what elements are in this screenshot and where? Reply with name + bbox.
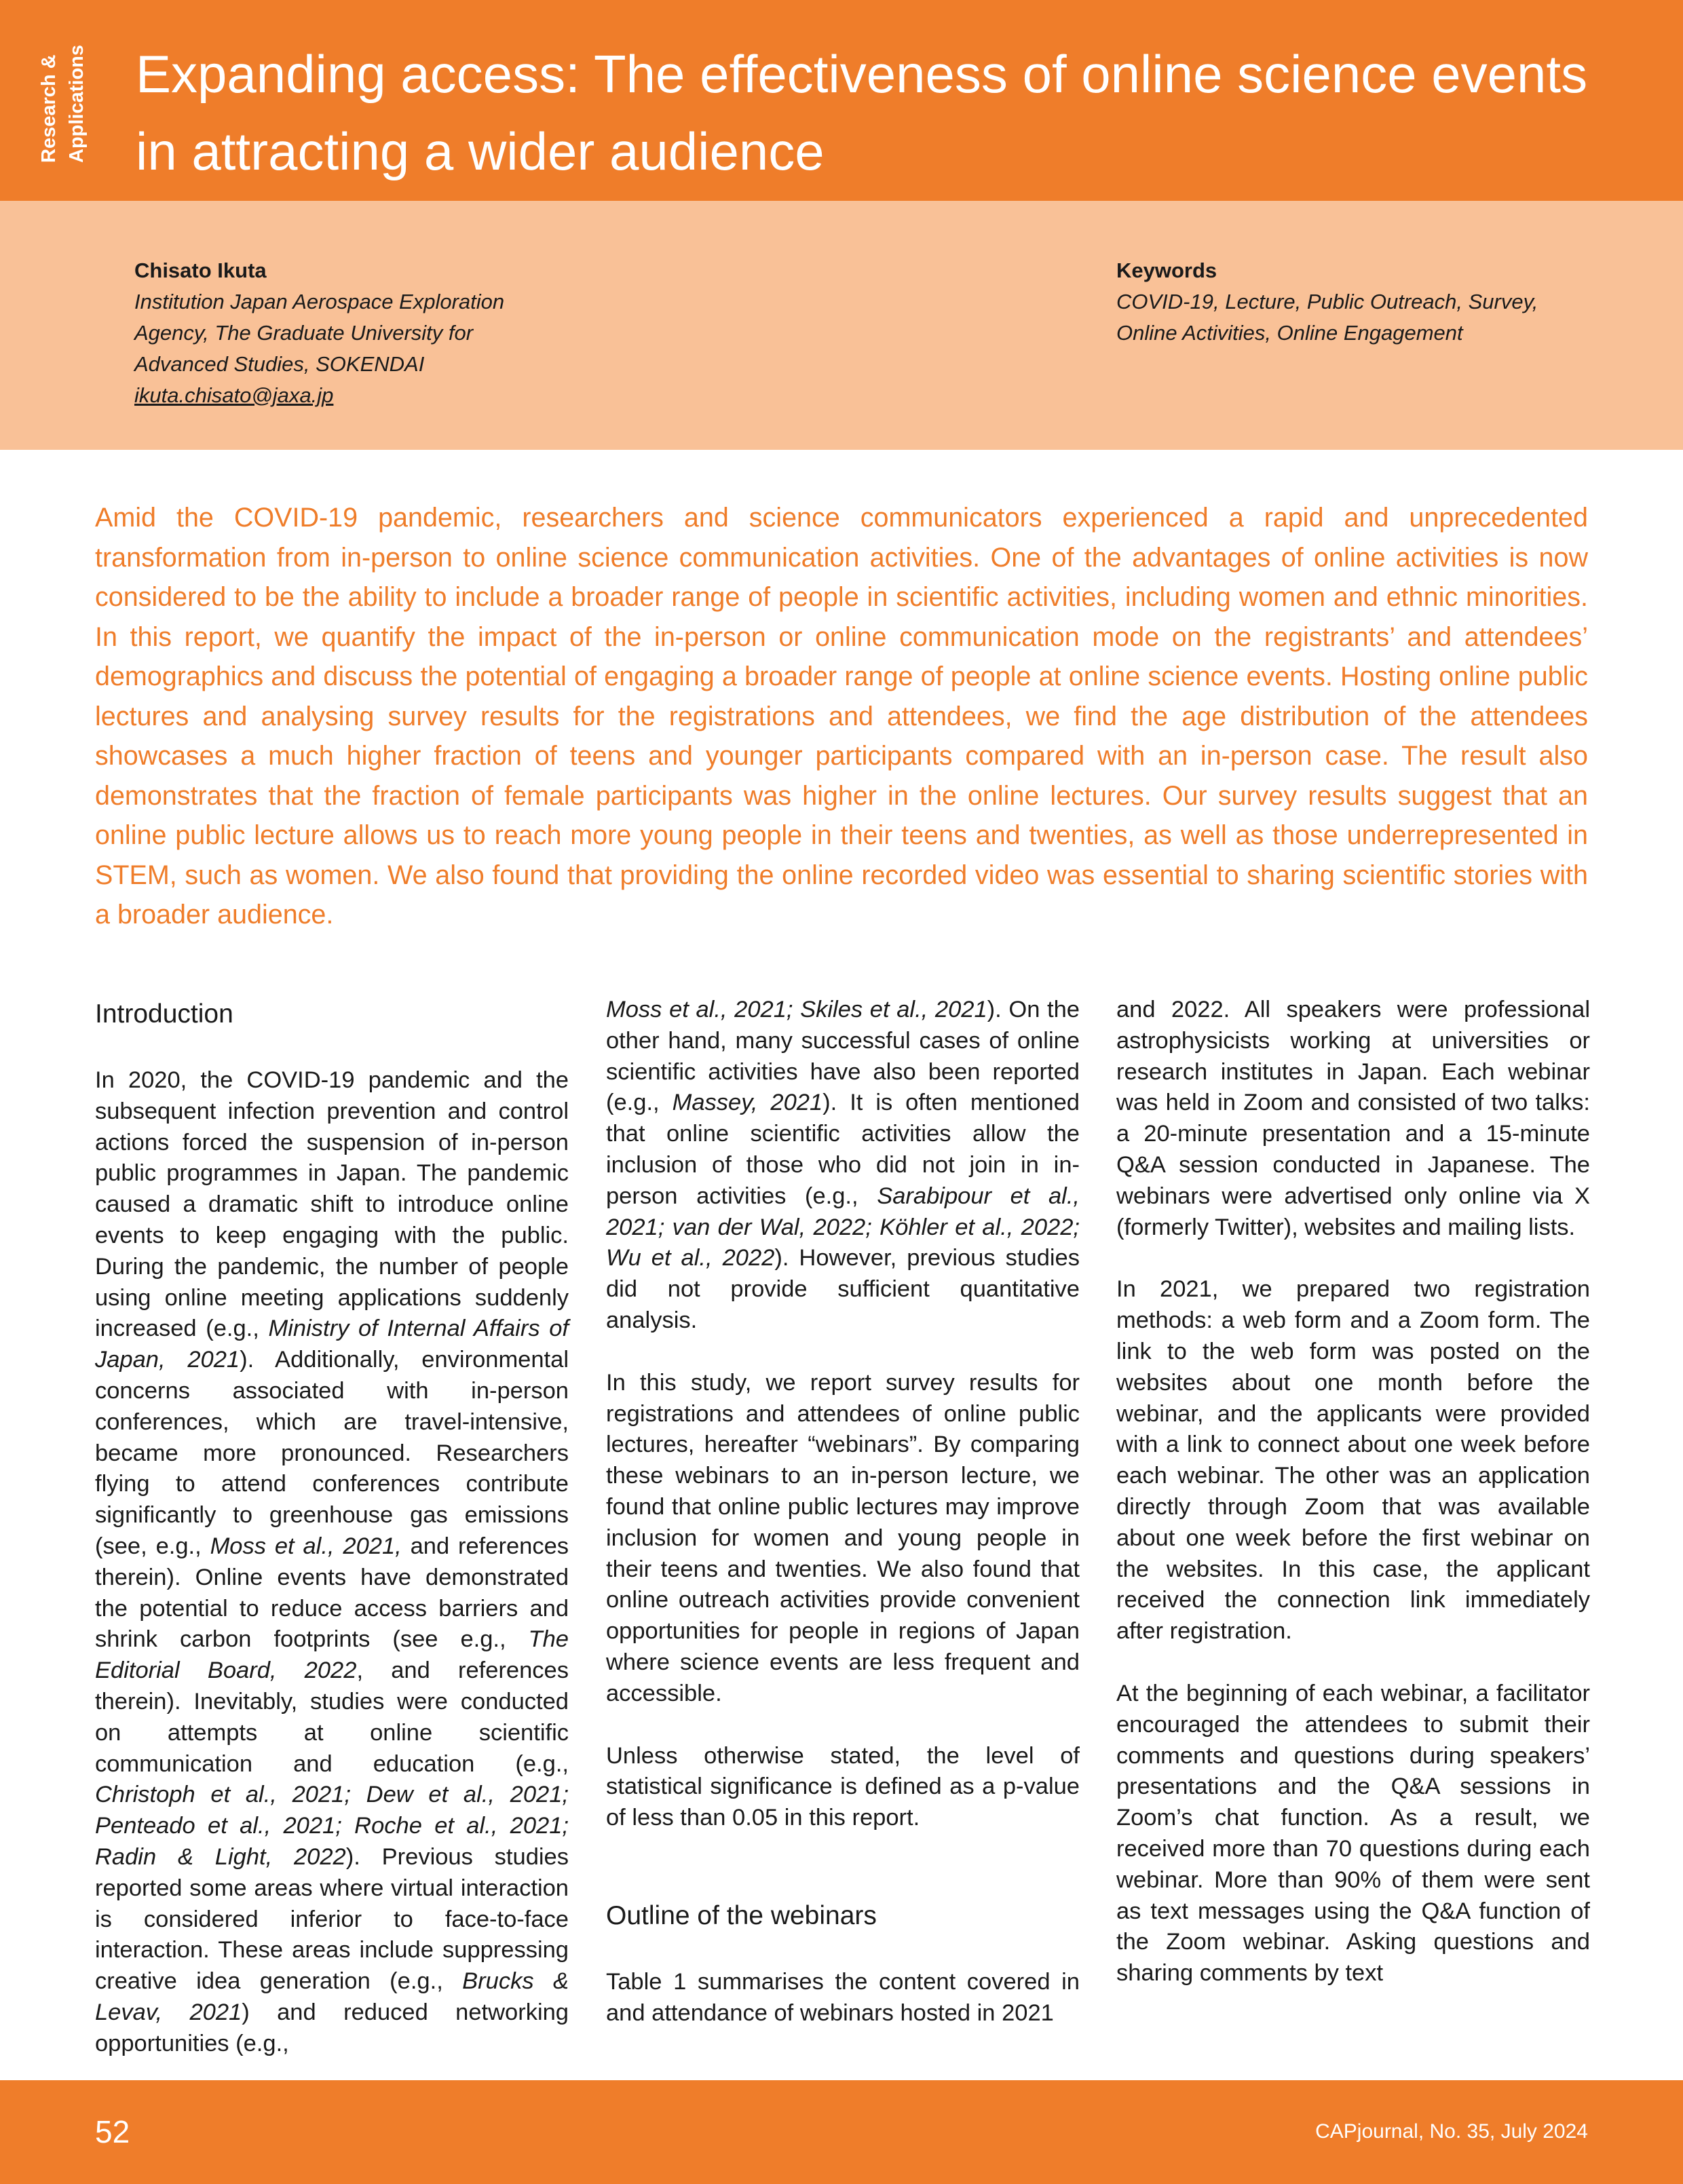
citation: Brucks & Levav, 2021: [95, 1968, 569, 2025]
spacer: [1116, 1243, 1590, 1274]
citation: Moss et al., 2021; Skiles et al., 2021: [606, 997, 987, 1022]
spacer: [606, 1834, 1080, 1896]
author-block: [134, 255, 623, 411]
intro-text: ). Additionally, environmental concerns associated with in-person conferences, which are travel-intensive, became more pronounced. Researchers flying to attend conferences contribute significantly to greenhouse gas emissions (see, e.g.,: [95, 1347, 569, 1559]
author-affiliation-line3: Advanced Studies, SOKENDAI: [134, 352, 425, 376]
author-band: [0, 201, 1683, 450]
article-title: Expanding access: The effectiveness of online science events in attracting a wider audience: [136, 44, 1588, 181]
spacer: [606, 1710, 1080, 1741]
citation: The Editorial Board, 2022: [95, 1626, 569, 1684]
spacer: [1116, 1647, 1590, 1679]
intro-text: ). However, previous studies did not provide sufficient quantitative analysis.: [606, 1245, 1080, 1333]
outline-paragraph-1b: and 2022. All speakers were professional astrophysicists working at universities or research institutes in Japan. Each webinar was held in Zoom and consisted of two talks: a 20-minute presentation and a 15-minute Q&A session conducted in Japanese. The webinars were advertised only online via X (formerly Twitter), websites and mailing lists.: [1116, 997, 1590, 1240]
keywords-heading: Keywords: [1116, 258, 1217, 282]
spacer: [606, 1337, 1080, 1368]
keywords-line2: Online Activities, Online Engagement: [1116, 321, 1463, 345]
keywords-line1: COVID-19, Lecture, Public Outreach, Survey,: [1116, 290, 1538, 313]
outline-heading: Outline of the webinars: [606, 1900, 877, 1930]
citation: Christoph et al., 2021; Dew et al., 2021; Penteado et al., 2021; Roche et al., 2021; Radin & Light, 2022: [95, 1782, 569, 1870]
citation: Ministry of Internal Affairs of Japan, 2021: [95, 1316, 569, 1373]
intro-paragraph-1a: [95, 1065, 569, 2060]
intro-text: ). Previous studies reported some areas where virtual interaction is considered inferior to face-to-face interaction. These areas include suppressing creative idea generation (e.g.,: [95, 1843, 569, 1995]
footer-band: [0, 2080, 1683, 2184]
column-2: [606, 995, 1080, 2029]
author-affiliation-line2: Agency, The Graduate University for: [134, 321, 474, 345]
citation: Moss et al., 2021,: [210, 1533, 402, 1559]
spacer: [95, 1034, 569, 1065]
author-name: Chisato Ikuta: [134, 258, 267, 282]
intro-text: ). On the other hand, many successful cases of online scientific activities have also been reported (e.g.,: [606, 997, 1080, 1116]
spacer: [606, 1936, 1080, 1967]
section-tag-line2: Applications: [66, 44, 88, 163]
intro-text: and references therein). Online events have demonstrated the potential to reduce access barriers and shrink carbon footprints (see e.g.,: [95, 1533, 569, 1653]
intro-text: ) and reduced networking opportunities (e.g.,: [95, 1999, 569, 2056]
citation: Massey, 2021: [672, 1090, 823, 1116]
journal-reference: CAPjournal, No. 35, July 2024: [1315, 2120, 1588, 2143]
keywords-block: [1116, 255, 1605, 349]
page-number: 52: [95, 2114, 130, 2149]
section-tag: [35, 20, 91, 163]
column-1: [95, 995, 569, 2060]
author-email-link[interactable]: ikuta.chisato@jaxa.jp: [134, 383, 334, 407]
outline-paragraph-2: In 2021, we prepared two registration methods: a web form and a Zoom form. The link to the web form was posted on the websites about one month before the webinar, and the applicants were provided with a link to connect about one week before each webinar. The other was an application directly through Zoom that was available about one week before the first webinar on the websites. In this case, the applicant received the connection link immediately after registration.: [1116, 1276, 1590, 1645]
column-3: [1116, 995, 1590, 1989]
outline-paragraph-1a: Table 1 summarises the content covered in and attendance of webinars hosted in 2021: [606, 1968, 1080, 2026]
outline-paragraph-3: At the beginning of each webinar, a facilitator encouraged the attendees to submit their comments and questions during speakers’ presentations and the Q&A sessions in Zoom’s chat function. As a result, we received more than 70 questions during each webinar. More than 90% of them were sent as text messages using the Q&A function of the Zoom webinar. Asking questions and sharing comments by text: [1116, 1680, 1590, 1987]
intro-paragraph-3: Unless otherwise stated, the level of statistical significance is defined as a p-value of less than 0.05 in this report.: [606, 1742, 1080, 1831]
introduction-heading: Introduction: [95, 999, 233, 1029]
header-band: [0, 0, 1683, 201]
citation: Sarabipour et al., 2021; van der Wal, 2022; Köhler et al., 2022; Wu et al., 2022: [606, 1183, 1080, 1271]
intro-text: , and references therein). Inevitably, studies were conducted on attempts at online scientific communication and education (e.g.,: [95, 1658, 569, 1777]
intro-text: ). It is often mentioned that online scientific activities allow the inclusion of those who did not join in in-person activities (e.g.,: [606, 1090, 1080, 1209]
intro-paragraph-1b: [606, 995, 1080, 1337]
intro-paragraph-2: In this study, we report survey results for registrations and attendees of online public lectures, hereafter “webinars”. By comparing these webinars to an in-person lecture, we found that online public lectures may improve inclusion for women and young people in their teens and twenties. We also found that online outreach activities provide convenient opportunities for people in regions of Japan where science events are less frequent and accessible.: [606, 1369, 1080, 1706]
author-affiliation-line1: Institution Japan Aerospace Exploration: [134, 290, 505, 313]
section-tag-line1: Research &: [38, 54, 60, 163]
intro-text: In 2020, the COVID-19 pandemic and the subsequent infection prevention and control actions forced the suspension of in-person public programmes in Japan. The pandemic caused a dramatic shift to introduce online events to keep engaging with the public. During the pandemic, the number of people using online meeting applications suddenly increased (e.g.,: [95, 1067, 569, 1342]
abstract: Amid the COVID-19 pandemic, researchers and science communicators experienced a rapid and unprecedented transformation from in-person to online science communication activities. One of the advantages of online activities is now considered to be the ability to include a broader range of people in scientific activities, including women and ethnic minorities. In this report, we quantify the impact of the in-person or online communication mode on the registrants’ and attendees’ demographics and discuss the potential of engaging a broader range of people at online science events. Hosting online public lectures and analysing survey results for the registrations and attendees, we find the age distribution of the attendees showcases a much higher fraction of teens and younger participants compared with an in-person case. The result also demonstrates that the fraction of female participants was higher in the online lectures. Our survey results suggest that an online public lecture allows us to reach more young people in their teens and twenties, as well as those underrepresented in STEM, such as women. We also found that providing the online recorded video was essential to sharing scientific stories with a broader audience.: [95, 503, 1588, 930]
